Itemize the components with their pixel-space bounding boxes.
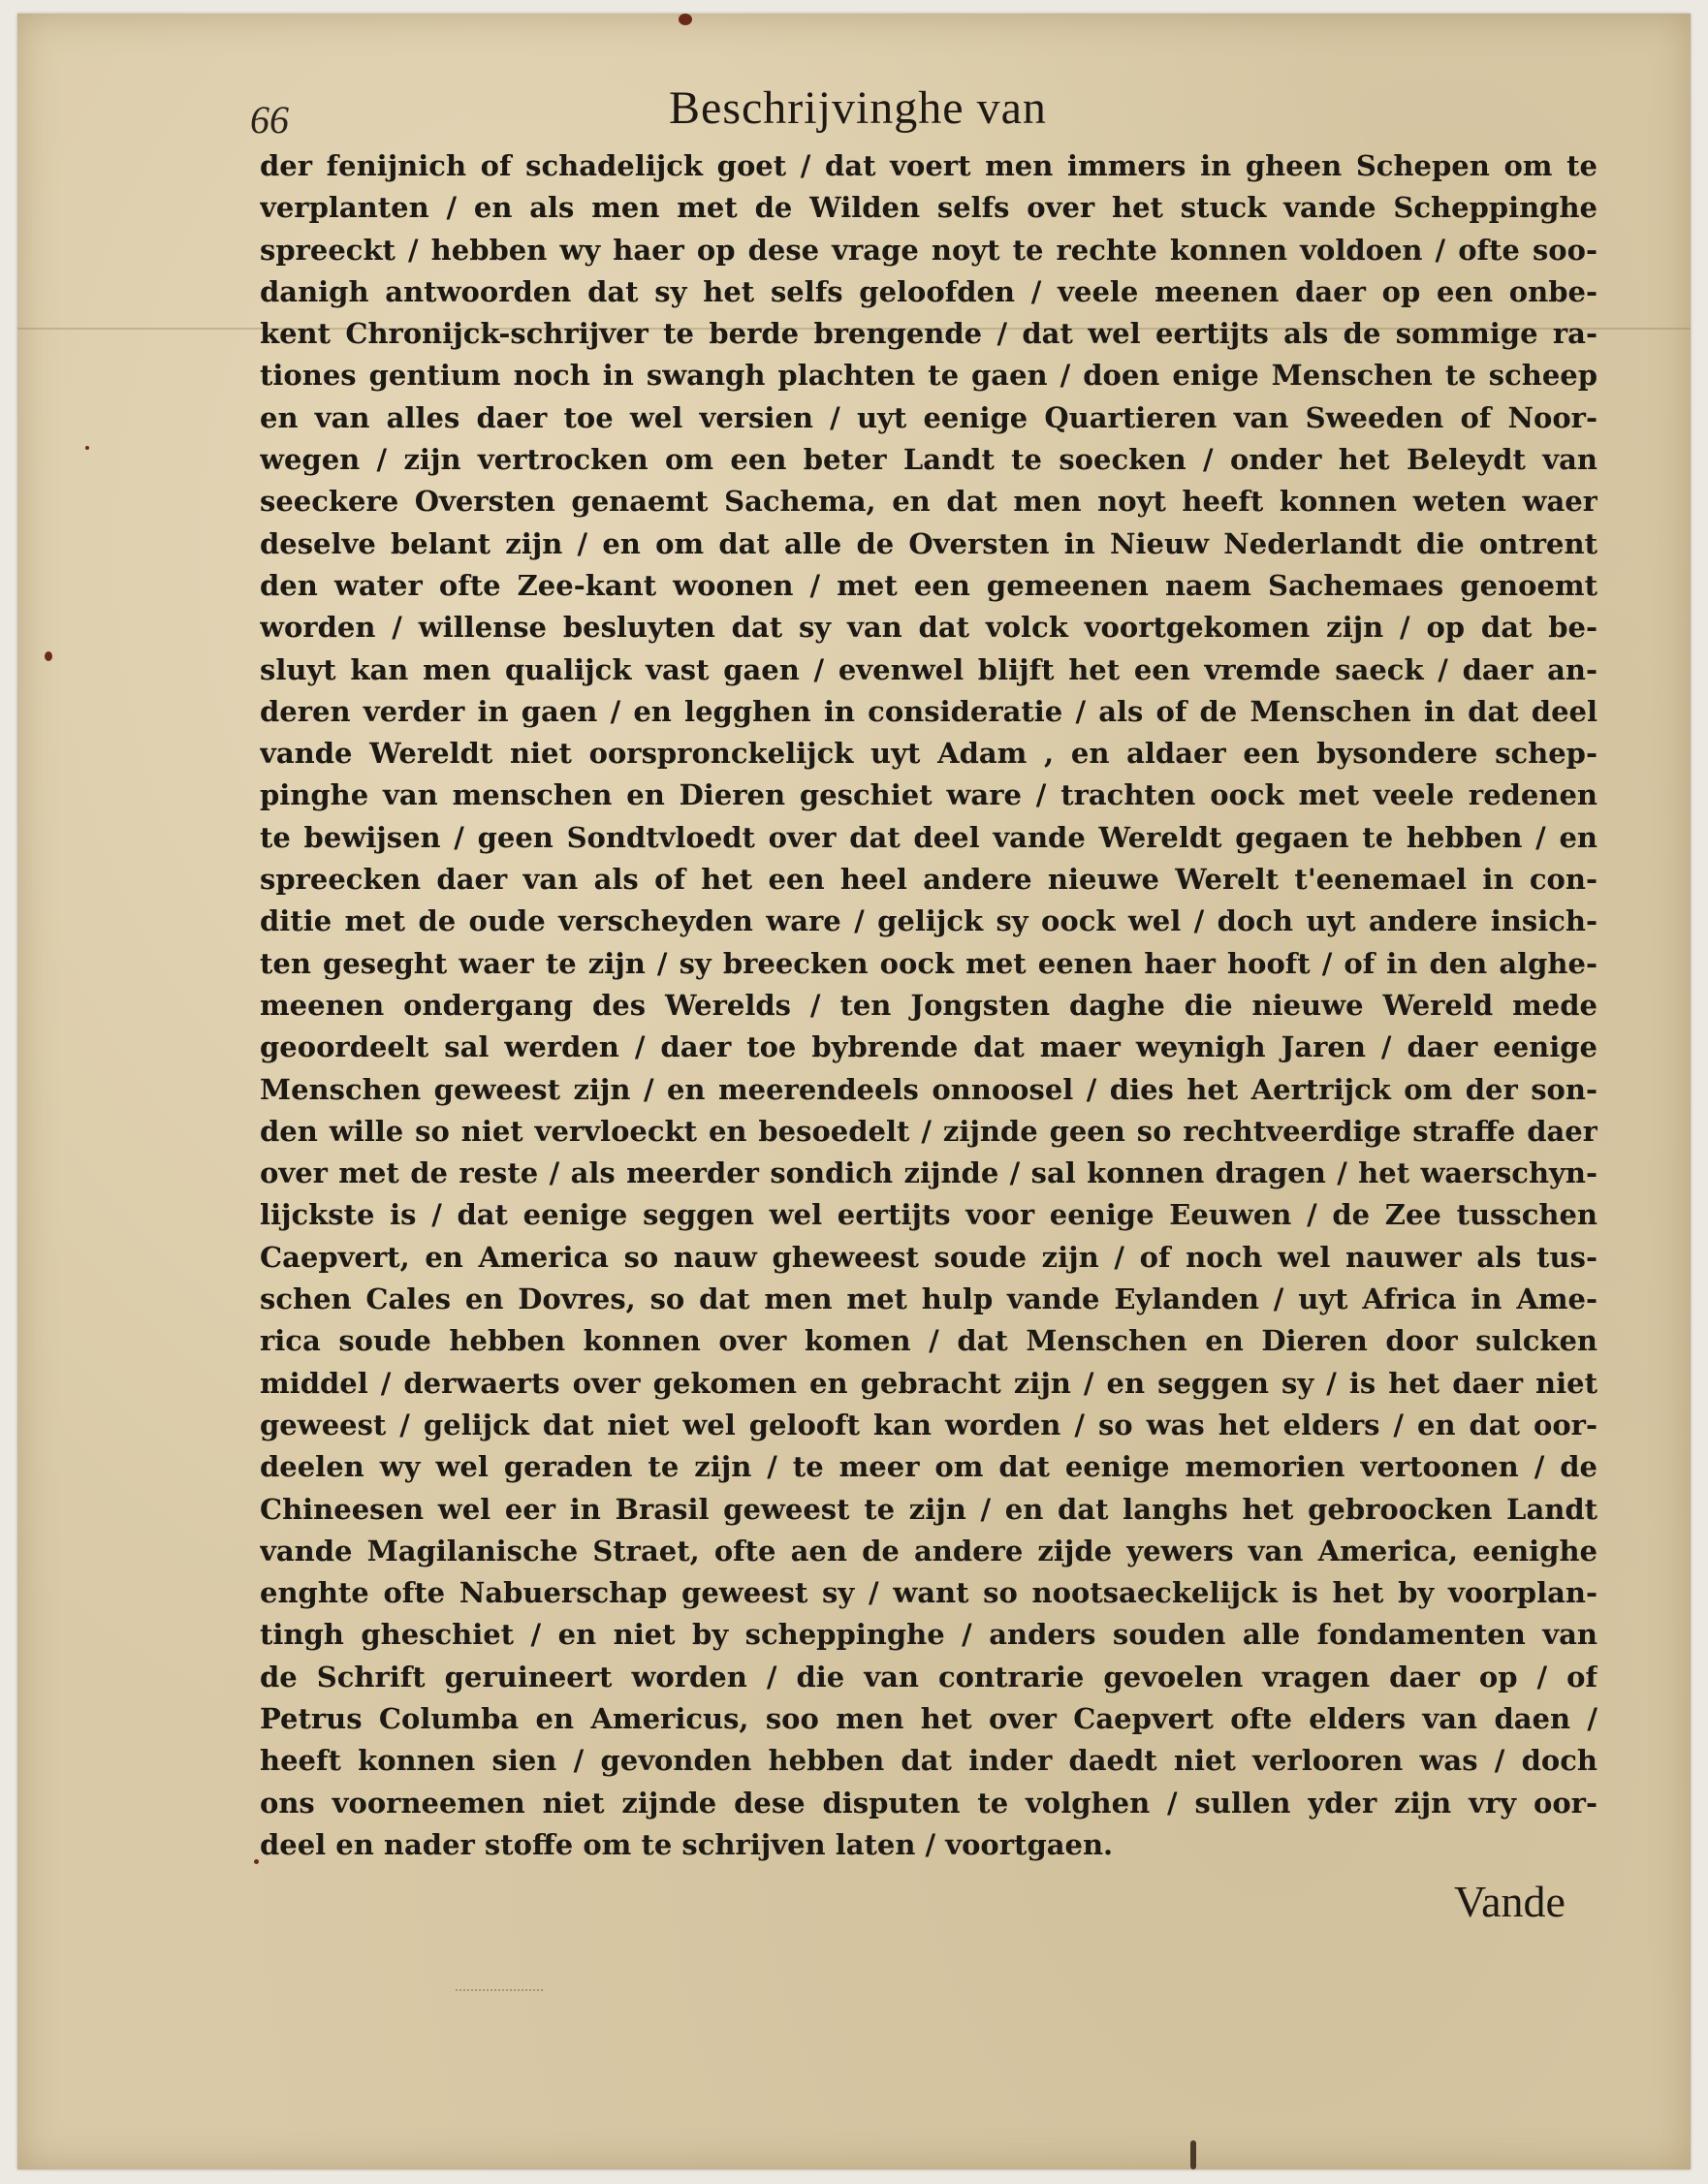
text-line: wegen / zijn vertrocken om een beter Landt te soecken / onder het Beleydt van: [260, 443, 1597, 477]
text-line: spreecken daer van als of het een heel andere nieuwe Werelt t'eenemael in con-: [260, 863, 1597, 897]
text-line: pinghe van menschen en Dieren geschiet ware / trachten oock met veele redenen: [260, 778, 1597, 812]
text-line: Petrus Columba en Americus, soo men het over Caepvert ofte elders van daen /: [260, 1701, 1597, 1735]
text-line: worden / willense besluyten dat sy van dat volck voortgekomen zijn / op dat be-: [260, 611, 1597, 645]
text-line: sluyt kan men qualijck vast gaen / evenwel blijft het een vremde saeck / daer an-: [260, 652, 1597, 686]
text-line: meenen ondergang des Werelds / ten Jongsten daghe die nieuwe Wereld mede: [260, 988, 1597, 1022]
text-line: lijckste is / dat eenige seggen wel eertijts voor eenige Eeuwen / de Zee tusschen: [260, 1198, 1597, 1232]
text-line: deel en nader stoffe om te schrijven laten / voortgaen.: [260, 1827, 1114, 1861]
catchword: Vande: [1454, 1877, 1566, 1926]
text-line: enghte ofte Nabuerschap geweest sy / want so nootsaeckelijck is het by voorplan-: [260, 1576, 1597, 1610]
text-line: den wille so niet vervloeckt en besoedelt / zijnde geen so rechtveerdige straffe daer: [260, 1114, 1597, 1148]
text-line: rica soude hebben konnen over komen / dat Menschen en Dieren door sulcken: [260, 1324, 1597, 1358]
binding-mark: [1190, 2140, 1196, 2169]
text-line: over met de reste / als meerder sondich zijnde / sal konnen dragen / het waerschyn-: [260, 1156, 1597, 1190]
text-line: deelen wy wel geraden te zijn / te meer om dat eenige memorien vertoonen / de: [260, 1450, 1597, 1484]
text-line: tingh gheschiet / en niet by scheppinghe / anders souden alle fondamenten van: [260, 1618, 1597, 1652]
text-line: danigh antwoorden dat sy het selfs geloofden / veele meenen daer op een onbe-: [260, 274, 1597, 308]
text-line: Chineesen wel eer in Brasil geweest te zijn / en dat langhs het gebroocken Landt: [260, 1492, 1597, 1526]
text-line: geoordeelt sal werden / daer toe bybrende dat maer weynigh Jaren / daer eenige: [260, 1030, 1597, 1064]
text-line: te bewijsen / geen Sondtvloedt over dat deel vande Wereldt gegaen te hebben / en: [260, 820, 1597, 854]
faint-pen-mark: [456, 1978, 543, 1991]
text-line: seeckere Oversten genaemt Sachema, en dat men noyt heeft konnen weten waer: [260, 485, 1597, 519]
page-number: 66: [250, 98, 289, 142]
body-text: [260, 145, 1597, 1866]
ink-speck: [254, 1859, 259, 1864]
ink-speck: [85, 446, 89, 450]
text-line: ditie met de oude verscheyden ware / gelijck sy oock wel / doch uyt andere insich-: [260, 904, 1597, 938]
text-line: schen Cales en Dovres, so dat men met hulp vande Eylanden / uyt Africa in Ame-: [260, 1282, 1597, 1316]
text-line: middel / derwaerts over gekomen en gebracht zijn / en seggen sy / is het daer niet: [260, 1366, 1597, 1400]
text-line: geweest / gelijck dat niet wel gelooft kan worden / so was het elders / en dat oor-: [260, 1408, 1597, 1441]
text-line: heeft konnen sien / gevonden hebben dat inder daedt niet verlooren was / doch: [260, 1744, 1597, 1778]
text-line: den water ofte Zee-kant woonen / met een gemeenen naem Sachemaes genoemt: [260, 568, 1597, 602]
ink-speck: [45, 651, 52, 661]
text-line: spreeckt / hebben wy haer op dese vrage noyt te rechte konnen voldoen / ofte soo-: [260, 233, 1597, 267]
text-line: deren verder in gaen / en legghen in consideratie / als of de Menschen in dat deel: [260, 694, 1597, 728]
text-line: Menschen geweest zijn / en meerendeels onnoosel / dies het Aertrijck om der son-: [260, 1072, 1597, 1106]
running-title: Beschrijvinghe van: [669, 82, 1047, 134]
text-line: vande Wereldt niet oorspronckelijck uyt Adam , en aldaer een bysondere schep-: [260, 737, 1597, 771]
text-line: en van alles daer toe wel versien / uyt eenige Quartieren van Sweeden of Noor-: [260, 400, 1597, 434]
text-line: vande Magilanische Straet, ofte aen de andere zijde yewers van America, eenighe: [260, 1534, 1597, 1567]
text-line: ons voorneemen niet zijnde dese disputen te volghen / sullen yder zijn vry oor-: [260, 1786, 1597, 1820]
text-line: Caepvert, en America so nauw gheweest soude zijn / of noch wel nauwer als tus-: [260, 1240, 1597, 1274]
text-line: der fenijnich of schadelijck goet / dat voert men immers in gheen Schepen om te: [260, 149, 1597, 182]
text-line: verplanten / en als men met de Wilden selfs over het stuck vande Scheppinghe: [260, 191, 1597, 225]
text-line: kent Chronijck-schrijver te berde brengende / dat wel eertijts als de sommige ra-: [260, 317, 1597, 351]
text-line: deselve belant zijn / en om dat alle de Oversten in Nieuw Nederlandt die ontrent: [260, 526, 1597, 560]
ink-speck: [679, 14, 692, 25]
text-line: ten geseght waer te zijn / sy breecken oock met eenen haer hooft / of in den alghe-: [260, 946, 1597, 980]
text-line: de Schrift geruineert worden / die van contrarie gevoelen vragen daer op / of: [260, 1660, 1597, 1693]
text-line: tiones gentium noch in swangh plachten te gaen / doen enige Menschen te scheep: [260, 359, 1597, 393]
